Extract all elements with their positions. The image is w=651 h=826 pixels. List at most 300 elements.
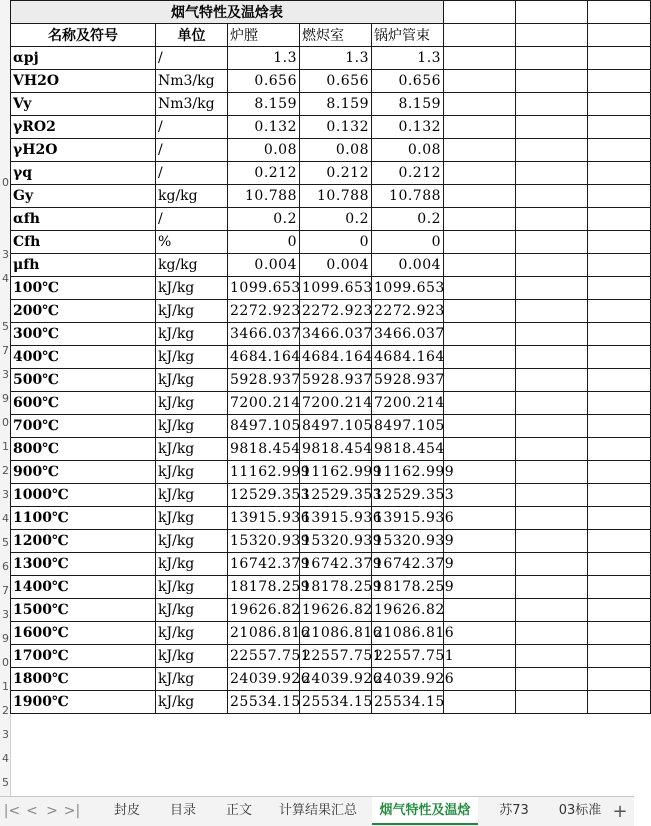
row-number-label[interactable]: 3 xyxy=(2,608,9,621)
row-name-cell[interactable]: 100℃ xyxy=(11,277,156,300)
header-furnace[interactable]: 炉膛 xyxy=(228,24,300,47)
empty-cell[interactable] xyxy=(516,530,588,553)
table-row xyxy=(11,116,651,139)
furnace-value-cell[interactable]: 24039.926 xyxy=(228,668,300,691)
tube-bank-value-cell[interactable]: 0.004 xyxy=(372,254,444,277)
tube-bank-value-cell[interactable]: 1099.653 xyxy=(372,277,444,300)
empty-cell[interactable] xyxy=(588,484,651,507)
empty-cell[interactable] xyxy=(516,185,588,208)
table-row xyxy=(11,323,651,346)
row-unit-cell[interactable]: Nm3/kg xyxy=(156,93,228,116)
empty-cell[interactable] xyxy=(444,392,516,415)
row-name-cell[interactable]: 200℃ xyxy=(11,300,156,323)
row-unit-cell[interactable]: kJ/kg xyxy=(156,645,228,668)
prev-sheet-icon[interactable]: < xyxy=(26,803,38,819)
row-unit-cell[interactable]: kJ/kg xyxy=(156,553,228,576)
empty-cell[interactable] xyxy=(516,484,588,507)
empty-cell[interactable] xyxy=(516,70,588,93)
empty-cell[interactable] xyxy=(588,461,651,484)
empty-cell[interactable] xyxy=(588,415,651,438)
empty-cell[interactable] xyxy=(516,1,588,24)
last-sheet-icon[interactable]: >| xyxy=(63,803,81,819)
furnace-value-cell[interactable]: 21086.816 xyxy=(228,622,300,645)
empty-cell[interactable] xyxy=(516,24,588,47)
empty-cell[interactable] xyxy=(444,185,516,208)
burnout-value-cell[interactable]: 0 xyxy=(300,231,372,254)
row-name-cell[interactable]: 400℃ xyxy=(11,346,156,369)
row-unit-cell[interactable]: / xyxy=(156,139,228,162)
tube-bank-value-cell[interactable]: 0 xyxy=(372,231,444,254)
empty-cell[interactable] xyxy=(444,415,516,438)
empty-cell[interactable] xyxy=(516,254,588,277)
furnace-value-cell[interactable]: 0.656 xyxy=(228,70,300,93)
empty-cell[interactable] xyxy=(588,438,651,461)
empty-cell[interactable] xyxy=(588,277,651,300)
row-name-cell[interactable]: 1000℃ xyxy=(11,484,156,507)
furnace-value-cell[interactable]: 8497.105 xyxy=(228,415,300,438)
first-sheet-icon[interactable]: |< xyxy=(3,803,21,819)
tube-bank-value-cell[interactable]: 5928.937 xyxy=(372,369,444,392)
tube-bank-value-cell[interactable]: 21086.816 xyxy=(372,622,444,645)
empty-cell[interactable] xyxy=(444,300,516,323)
row-name-cell[interactable]: 800℃ xyxy=(11,438,156,461)
empty-cell[interactable] xyxy=(588,392,651,415)
empty-cell[interactable] xyxy=(444,438,516,461)
row-number-label[interactable]: 3 xyxy=(2,368,9,381)
table-row xyxy=(11,668,651,691)
tube-bank-value-cell[interactable]: 16742.379 xyxy=(372,553,444,576)
burnout-value-cell[interactable]: 19626.82 xyxy=(300,599,372,622)
row-number-label[interactable]: 1 xyxy=(2,680,9,693)
burnout-value-cell[interactable]: 7200.214 xyxy=(300,392,372,415)
tube-bank-value-cell[interactable]: 15320.939 xyxy=(372,530,444,553)
row-unit-cell[interactable]: kJ/kg xyxy=(156,346,228,369)
empty-cell[interactable] xyxy=(444,162,516,185)
empty-cell[interactable] xyxy=(444,208,516,231)
row-unit-cell[interactable]: kJ/kg xyxy=(156,507,228,530)
furnace-value-cell[interactable]: 0.004 xyxy=(228,254,300,277)
empty-cell[interactable] xyxy=(444,116,516,139)
burnout-value-cell[interactable]: 21086.816 xyxy=(300,622,372,645)
empty-cell[interactable] xyxy=(588,553,651,576)
row-unit-cell[interactable]: kJ/kg xyxy=(156,484,228,507)
burnout-value-cell[interactable]: 1099.653 xyxy=(300,277,372,300)
tube-bank-value-cell[interactable]: 8.159 xyxy=(372,93,444,116)
header-boiler-tube-bank[interactable]: 锅炉管束 xyxy=(372,24,444,47)
tube-bank-value-cell[interactable]: 11162.999 xyxy=(372,461,444,484)
row-number-label[interactable]: 1 xyxy=(2,440,9,453)
empty-cell[interactable] xyxy=(588,622,651,645)
table-row xyxy=(11,162,651,185)
table-row xyxy=(11,93,651,116)
empty-cell[interactable] xyxy=(588,208,651,231)
burnout-value-cell[interactable]: 25534.15 xyxy=(300,691,372,714)
empty-cell[interactable] xyxy=(444,346,516,369)
empty-cell[interactable] xyxy=(588,346,651,369)
row-unit-cell[interactable]: Nm3/kg xyxy=(156,70,228,93)
empty-cell[interactable] xyxy=(444,484,516,507)
empty-cell[interactable] xyxy=(444,231,516,254)
empty-cell[interactable] xyxy=(516,231,588,254)
table-row xyxy=(11,139,651,162)
furnace-value-cell[interactable]: 4684.164 xyxy=(228,346,300,369)
furnace-value-cell[interactable]: 0 xyxy=(228,231,300,254)
burnout-value-cell[interactable]: 3466.037 xyxy=(300,323,372,346)
tube-bank-value-cell[interactable]: 18178.259 xyxy=(372,576,444,599)
row-number-label[interactable] xyxy=(0,195,9,219)
tube-bank-value-cell[interactable]: 0.132 xyxy=(372,116,444,139)
row-number-label[interactable]: 2 xyxy=(2,704,9,717)
empty-cell[interactable] xyxy=(516,93,588,116)
empty-cell[interactable] xyxy=(516,277,588,300)
empty-cell[interactable] xyxy=(516,553,588,576)
tube-bank-value-cell[interactable]: 8497.105 xyxy=(372,415,444,438)
tube-bank-value-cell[interactable]: 12529.353 xyxy=(372,484,444,507)
empty-cell[interactable] xyxy=(588,116,651,139)
burnout-value-cell[interactable]: 10.788 xyxy=(300,185,372,208)
furnace-value-cell[interactable]: 9818.454 xyxy=(228,438,300,461)
empty-cell[interactable] xyxy=(516,369,588,392)
empty-cell[interactable] xyxy=(516,622,588,645)
furnace-value-cell[interactable]: 16742.379 xyxy=(228,553,300,576)
empty-cell[interactable] xyxy=(588,254,651,277)
tube-bank-value-cell[interactable]: 1.3 xyxy=(372,47,444,70)
empty-cell[interactable] xyxy=(588,1,651,24)
row-name-cell[interactable]: 1900℃ xyxy=(11,691,156,714)
row-name-cell[interactable]: Vy xyxy=(11,93,156,116)
empty-cell[interactable] xyxy=(588,323,651,346)
burnout-value-cell[interactable]: 0.2 xyxy=(300,208,372,231)
row-unit-cell[interactable]: / xyxy=(156,116,228,139)
furnace-value-cell[interactable]: 1099.653 xyxy=(228,277,300,300)
furnace-value-cell[interactable]: 0.2 xyxy=(228,208,300,231)
empty-cell[interactable] xyxy=(516,208,588,231)
empty-cell[interactable] xyxy=(588,47,651,70)
table-row xyxy=(11,530,651,553)
burnout-value-cell[interactable]: 22557.751 xyxy=(300,645,372,668)
empty-cell[interactable] xyxy=(444,1,516,24)
row-name-cell[interactable]: 500℃ xyxy=(11,369,156,392)
row-number-label[interactable]: 3 xyxy=(2,248,9,261)
tube-bank-value-cell[interactable]: 2272.923 xyxy=(372,300,444,323)
row-name-cell[interactable]: 1400℃ xyxy=(11,576,156,599)
row-number-label[interactable]: 4 xyxy=(2,272,9,285)
empty-cell[interactable] xyxy=(516,116,588,139)
empty-cell[interactable] xyxy=(588,599,651,622)
tube-bank-value-cell[interactable]: 0.656 xyxy=(372,70,444,93)
row-name-cell[interactable]: γq xyxy=(11,162,156,185)
row-number-label[interactable]: 7 xyxy=(2,344,9,357)
row-number-label[interactable]: 9 xyxy=(2,632,9,645)
empty-cell[interactable] xyxy=(588,70,651,93)
empty-cell[interactable] xyxy=(444,599,516,622)
empty-cell[interactable] xyxy=(444,530,516,553)
row-number-label[interactable] xyxy=(0,291,9,315)
table-row xyxy=(11,47,651,70)
tab-flue-gas-enthalpy[interactable]: 烟气特性及温焓 xyxy=(372,797,478,825)
furnace-value-cell[interactable]: 8.159 xyxy=(228,93,300,116)
empty-cell[interactable] xyxy=(516,691,588,714)
empty-cell[interactable] xyxy=(444,507,516,530)
row-unit-cell[interactable]: kJ/kg xyxy=(156,277,228,300)
burnout-value-cell[interactable]: 5928.937 xyxy=(300,369,372,392)
row-unit-cell[interactable]: kJ/kg xyxy=(156,668,228,691)
burnout-value-cell[interactable]: 0.212 xyxy=(300,162,372,185)
burnout-value-cell[interactable]: 0.132 xyxy=(300,116,372,139)
empty-cell[interactable] xyxy=(444,47,516,70)
empty-cell[interactable] xyxy=(588,668,651,691)
row-number-label[interactable]: 5 xyxy=(2,320,9,333)
empty-cell[interactable] xyxy=(516,139,588,162)
burnout-value-cell[interactable]: 9818.454 xyxy=(300,438,372,461)
empty-cell[interactable] xyxy=(588,24,651,47)
row-name-cell[interactable]: αpj xyxy=(11,47,156,70)
tube-bank-value-cell[interactable]: 19626.82 xyxy=(372,599,444,622)
empty-cell[interactable] xyxy=(444,691,516,714)
row-name-cell[interactable]: 1500℃ xyxy=(11,599,156,622)
furnace-value-cell[interactable]: 2272.923 xyxy=(228,300,300,323)
row-number-label[interactable] xyxy=(0,123,9,147)
row-unit-cell[interactable]: kJ/kg xyxy=(156,461,228,484)
header-unit[interactable]: 单位 xyxy=(156,24,228,47)
empty-cell[interactable] xyxy=(588,507,651,530)
row-name-cell[interactable]: 900℃ xyxy=(11,461,156,484)
row-number-label[interactable]: 2 xyxy=(2,464,9,477)
row-unit-cell[interactable]: / xyxy=(156,208,228,231)
empty-cell[interactable] xyxy=(444,645,516,668)
empty-cell[interactable] xyxy=(444,93,516,116)
row-name-cell[interactable]: 1800℃ xyxy=(11,668,156,691)
next-sheet-icon[interactable]: > xyxy=(46,803,58,819)
table-row xyxy=(11,599,651,622)
row-number-label[interactable]: 3 xyxy=(2,728,9,741)
burnout-value-cell[interactable]: 4684.164 xyxy=(300,346,372,369)
row-number-label[interactable]: 4 xyxy=(2,512,9,525)
tube-bank-value-cell[interactable]: 9818.454 xyxy=(372,438,444,461)
burnout-value-cell[interactable]: 16742.379 xyxy=(300,553,372,576)
tube-bank-value-cell[interactable]: 0.08 xyxy=(372,139,444,162)
table-row xyxy=(11,208,651,231)
empty-cell[interactable] xyxy=(516,323,588,346)
row-unit-cell[interactable]: kJ/kg xyxy=(156,530,228,553)
row-unit-cell[interactable]: kJ/kg xyxy=(156,438,228,461)
furnace-value-cell[interactable]: 3466.037 xyxy=(228,323,300,346)
row-unit-cell[interactable]: kg/kg xyxy=(156,254,228,277)
furnace-value-cell[interactable]: 0.212 xyxy=(228,162,300,185)
tube-bank-value-cell[interactable]: 24039.926 xyxy=(372,668,444,691)
row-number-label[interactable]: 7 xyxy=(2,584,9,597)
empty-cell[interactable] xyxy=(588,645,651,668)
empty-cell[interactable] xyxy=(516,599,588,622)
tube-bank-value-cell[interactable]: 13915.936 xyxy=(372,507,444,530)
empty-cell[interactable] xyxy=(444,668,516,691)
burnout-value-cell[interactable]: 0.004 xyxy=(300,254,372,277)
burnout-value-cell[interactable]: 8497.105 xyxy=(300,415,372,438)
row-unit-cell[interactable]: kJ/kg xyxy=(156,369,228,392)
empty-cell[interactable] xyxy=(588,300,651,323)
tab-03-standard[interactable]: 03标准 xyxy=(558,803,602,818)
row-name-cell[interactable]: γH2O xyxy=(11,139,156,162)
row-name-cell[interactable]: Cfh xyxy=(11,231,156,254)
burnout-value-cell[interactable]: 8.159 xyxy=(300,93,372,116)
burnout-value-cell[interactable]: 12529.353 xyxy=(300,484,372,507)
furnace-value-cell[interactable]: 0.08 xyxy=(228,139,300,162)
burnout-value-cell[interactable]: 1.3 xyxy=(300,47,372,70)
burnout-value-cell[interactable]: 2272.923 xyxy=(300,300,372,323)
empty-cell[interactable] xyxy=(588,139,651,162)
empty-cell[interactable] xyxy=(444,323,516,346)
furnace-value-cell[interactable]: 13915.936 xyxy=(228,507,300,530)
furnace-value-cell[interactable]: 12529.353 xyxy=(228,484,300,507)
row-name-cell[interactable]: Gy xyxy=(11,185,156,208)
empty-cell[interactable] xyxy=(588,530,651,553)
furnace-value-cell[interactable]: 1.3 xyxy=(228,47,300,70)
row-name-cell[interactable]: 1600℃ xyxy=(11,622,156,645)
add-sheet-icon[interactable]: + xyxy=(612,801,628,822)
row-unit-cell[interactable]: % xyxy=(156,231,228,254)
burnout-value-cell[interactable]: 18178.259 xyxy=(300,576,372,599)
furnace-value-cell[interactable]: 18178.259 xyxy=(228,576,300,599)
row-unit-cell[interactable]: kJ/kg xyxy=(156,622,228,645)
row-name-cell[interactable]: 700℃ xyxy=(11,415,156,438)
tube-bank-value-cell[interactable]: 4684.164 xyxy=(372,346,444,369)
furnace-value-cell[interactable]: 22557.751 xyxy=(228,645,300,668)
table-row xyxy=(11,231,651,254)
empty-cell[interactable] xyxy=(444,576,516,599)
empty-cell[interactable] xyxy=(516,346,588,369)
row-name-cell[interactable]: 1700℃ xyxy=(11,645,156,668)
row-name-cell[interactable]: 300℃ xyxy=(11,323,156,346)
row-unit-cell[interactable]: / xyxy=(156,47,228,70)
row-name-cell[interactable]: 600℃ xyxy=(11,392,156,415)
empty-cell[interactable] xyxy=(516,415,588,438)
row-unit-cell[interactable]: / xyxy=(156,162,228,185)
row-unit-cell[interactable]: kJ/kg xyxy=(156,300,228,323)
furnace-value-cell[interactable]: 19626.82 xyxy=(228,599,300,622)
row-name-cell[interactable]: μfh xyxy=(11,254,156,277)
tab-body[interactable]: 正文 xyxy=(225,803,252,818)
furnace-value-cell[interactable]: 0.132 xyxy=(228,116,300,139)
table-title-cell[interactable]: 烟气特性及温焓表 xyxy=(11,1,444,24)
row-unit-cell[interactable]: kJ/kg xyxy=(156,415,228,438)
tab-results-summary[interactable]: 计算结果汇总 xyxy=(278,803,357,818)
tube-bank-value-cell[interactable]: 3466.037 xyxy=(372,323,444,346)
burnout-value-cell[interactable]: 24039.926 xyxy=(300,668,372,691)
row-unit-cell[interactable]: kJ/kg xyxy=(156,323,228,346)
row-number-label[interactable] xyxy=(0,99,9,123)
empty-cell[interactable] xyxy=(588,369,651,392)
row-number-label[interactable]: 0 xyxy=(2,176,9,189)
row-number-label[interactable]: 3 xyxy=(2,488,9,501)
header-name-symbol[interactable]: 名称及符号 xyxy=(11,24,156,47)
row-number-label[interactable]: 0 xyxy=(2,656,9,669)
tube-bank-value-cell[interactable]: 25534.15 xyxy=(372,691,444,714)
empty-cell[interactable] xyxy=(444,70,516,93)
empty-cell[interactable] xyxy=(444,24,516,47)
row-name-cell[interactable]: VH2O xyxy=(11,70,156,93)
empty-cell[interactable] xyxy=(444,622,516,645)
row-number-label[interactable] xyxy=(0,147,9,171)
tube-bank-value-cell[interactable]: 0.212 xyxy=(372,162,444,185)
tube-bank-value-cell[interactable]: 22557.751 xyxy=(372,645,444,668)
empty-cell[interactable] xyxy=(588,93,651,116)
header-burnout-chamber[interactable]: 燃烬室 xyxy=(300,24,372,47)
empty-cell[interactable] xyxy=(588,691,651,714)
burnout-value-cell[interactable]: 11162.999 xyxy=(300,461,372,484)
empty-cell[interactable] xyxy=(588,162,651,185)
table-row xyxy=(11,185,651,208)
empty-cell[interactable] xyxy=(516,461,588,484)
row-unit-cell[interactable]: kJ/kg xyxy=(156,576,228,599)
furnace-value-cell[interactable]: 11162.999 xyxy=(228,461,300,484)
burnout-value-cell[interactable]: 0.656 xyxy=(300,70,372,93)
tab-cover[interactable]: 封皮 xyxy=(113,803,140,818)
empty-cell[interactable] xyxy=(516,645,588,668)
row-unit-cell[interactable]: kJ/kg xyxy=(156,392,228,415)
burnout-value-cell[interactable]: 13915.936 xyxy=(300,507,372,530)
row-name-cell[interactable]: 1100℃ xyxy=(11,507,156,530)
tab-su73[interactable]: 苏73 xyxy=(499,803,529,818)
row-unit-cell[interactable]: kg/kg xyxy=(156,185,228,208)
empty-cell[interactable] xyxy=(588,185,651,208)
empty-cell[interactable] xyxy=(516,300,588,323)
header-row xyxy=(11,24,651,47)
row-number-label[interactable]: 9 xyxy=(2,392,9,405)
empty-cell[interactable] xyxy=(444,139,516,162)
empty-cell[interactable] xyxy=(588,576,651,599)
furnace-value-cell[interactable]: 7200.214 xyxy=(228,392,300,415)
empty-cell[interactable] xyxy=(444,553,516,576)
row-number-label[interactable]: 5 xyxy=(2,536,9,549)
row-number-label[interactable]: 5 xyxy=(2,776,9,789)
empty-cell[interactable] xyxy=(588,231,651,254)
row-number-label[interactable]: 4 xyxy=(2,752,9,765)
row-number-label[interactable]: 0 xyxy=(2,416,9,429)
burnout-value-cell[interactable]: 15320.939 xyxy=(300,530,372,553)
tube-bank-value-cell[interactable]: 10.788 xyxy=(372,185,444,208)
row-number-label[interactable]: 6 xyxy=(2,560,9,573)
row-unit-cell[interactable]: kJ/kg xyxy=(156,691,228,714)
furnace-value-cell[interactable]: 15320.939 xyxy=(228,530,300,553)
row-number-label[interactable] xyxy=(0,219,9,243)
empty-cell[interactable] xyxy=(444,254,516,277)
empty-cell[interactable] xyxy=(516,507,588,530)
furnace-value-cell[interactable]: 5928.937 xyxy=(228,369,300,392)
tab-contents[interactable]: 目录 xyxy=(169,803,196,818)
row-name-cell[interactable]: 1200℃ xyxy=(11,530,156,553)
burnout-value-cell[interactable]: 0.08 xyxy=(300,139,372,162)
tube-bank-value-cell[interactable]: 7200.214 xyxy=(372,392,444,415)
furnace-value-cell[interactable]: 25534.15 xyxy=(228,691,300,714)
table-row xyxy=(11,369,651,392)
row-name-cell[interactable]: αfh xyxy=(11,208,156,231)
empty-cell[interactable] xyxy=(516,576,588,599)
sheet-tab-bar xyxy=(0,796,634,826)
row-name-cell[interactable]: 1300℃ xyxy=(11,553,156,576)
empty-cell[interactable] xyxy=(444,277,516,300)
empty-cell[interactable] xyxy=(444,369,516,392)
tube-bank-value-cell[interactable]: 0.2 xyxy=(372,208,444,231)
row-unit-cell[interactable]: kJ/kg xyxy=(156,599,228,622)
empty-cell[interactable] xyxy=(444,461,516,484)
furnace-value-cell[interactable]: 10.788 xyxy=(228,185,300,208)
empty-cell[interactable] xyxy=(516,438,588,461)
row-name-cell[interactable]: γRO2 xyxy=(11,116,156,139)
empty-cell[interactable] xyxy=(516,47,588,70)
empty-cell[interactable] xyxy=(516,392,588,415)
empty-cell[interactable] xyxy=(516,162,588,185)
empty-cell[interactable] xyxy=(516,668,588,691)
